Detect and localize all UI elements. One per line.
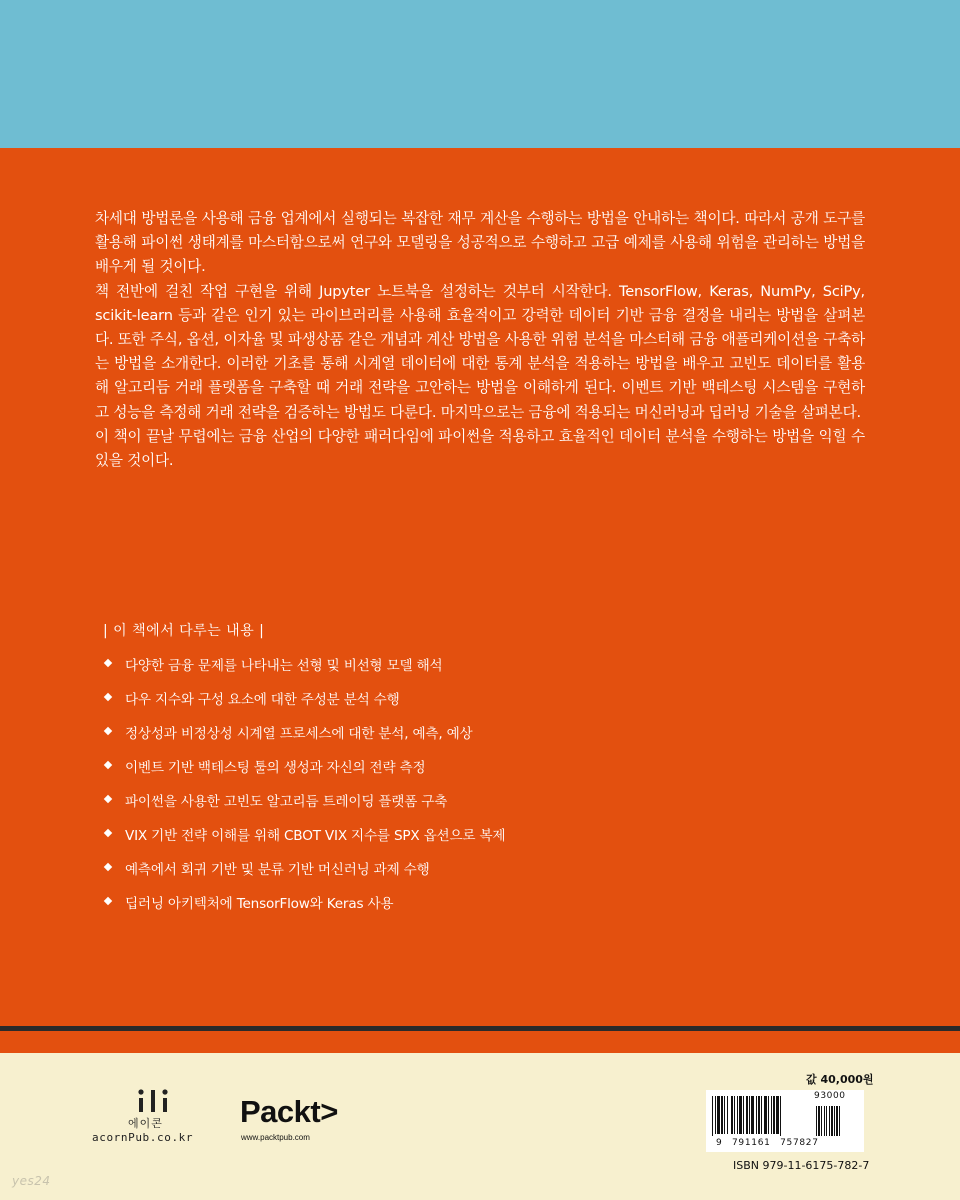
toc-item-text: 다양한 금융 문제를 나타내는 선형 및 비선형 모델 해석: [125, 658, 443, 674]
book-description: [95, 207, 865, 473]
orange-strip: [0, 1031, 960, 1053]
toc-item: [103, 654, 505, 688]
acorn-logo: [92, 1088, 212, 1148]
top-color-band: [0, 0, 960, 148]
toc-heading: | 이 책에서 다루는 내용 |: [103, 623, 265, 639]
diamond-bullet-icon: [104, 693, 112, 701]
toc-item-text: VIX 기반 전략 이해를 위해 CBOT VIX 지수를 SPX 옵션으로 복제: [125, 828, 506, 844]
toc-item-text: 파이썬을 사용한 고빈도 알고리듬 트레이딩 플랫폼 구축: [125, 794, 448, 810]
toc-item: [103, 858, 505, 892]
toc-item: [103, 756, 505, 790]
toc-item: [103, 824, 505, 858]
toc-item-text: 다우 지수와 구성 요소에 대한 주성분 분석 수행: [125, 692, 400, 708]
watermark: yes24: [12, 1174, 51, 1188]
acorn-name: 에이콘: [128, 1117, 163, 1130]
toc-item: [103, 688, 505, 722]
toc-item-text: 딥러닝 아키텍처에 TensorFlow와 Keras 사용: [125, 896, 394, 912]
diamond-bullet-icon: [104, 761, 112, 769]
toc-item: [103, 790, 505, 824]
description-paragraph: 차세대 방법론을 사용해 금융 업계에서 실행되는 복잡한 재무 계산을 수행하는 방법을 안내하는 책이다. 따라서 공개 도구를 활용해 파이썬 생태계를 마스터함으로써 연구와 모델링을 성공적으로 수행하고 고급 예제를 사용해 위험을 관리하는 방법을 배우게 될 것이다.: [95, 210, 865, 276]
diamond-bullet-icon: [104, 829, 112, 837]
toc-item: [103, 722, 505, 756]
toc-item-text: 정상성과 비정상성 시계열 프로세스에 대한 분석, 예측, 예상: [125, 726, 473, 742]
barcode-addon: 93000: [814, 1091, 846, 1101]
diamond-bullet-icon: [104, 795, 112, 803]
packt-wordmark: Packt>: [240, 1094, 338, 1129]
toc-item-text: 이벤트 기반 백테스팅 툴의 생성과 자신의 전략 측정: [125, 760, 426, 776]
isbn-number: ISBN 979-11-6175-782-7: [733, 1159, 870, 1172]
toc-list: [103, 654, 505, 926]
packt-url: www.packtpub.com: [241, 1133, 310, 1142]
diamond-bullet-icon: [104, 659, 112, 667]
acorn-url: acornPub.co.kr: [92, 1131, 194, 1144]
description-paragraph: 이 책이 끝날 무렵에는 금융 산업의 다양한 패러다임에 파이썬을 적용하고 효율적인 데이터 분석을 수행하는 방법을 익힐 수 있을 것이다.: [95, 427, 865, 470]
barcode-bars-icon: [708, 1096, 862, 1136]
barcode-digits: 9 791161 757827: [716, 1138, 819, 1148]
description-paragraph: 책 전반에 걸친 작업 구현을 위해 Jupyter 노트북을 설정하는 것부터 시작한다. TensorFlow, Keras, NumPy, SciPy, scikit-learn 등과 같은 인기 있는 라이브러리를 사용해 효율적이고 강력한 데이터 기반 금융 결정을 내리는 방법을 살펴본다. 또한 주식, 옵션, 이자율 및 파생상품 같은 개념과 계산 방법을 사용한 위험 분석을 마스터해 금융 애플리케이션을 구축하는 방법을 소개한다. 이러한 기초를 통해 시계열 데이터에 대한 통계 분석을 적용하는 방법을 배우고 고빈도 데이터를 활용해 알고리듬 거래 플랫폼을 구축할 때 거래 전략을 고안하는 방법을 이해하게 된다. 이벤트 기반 백테스팅 시스템을 구현하고 성능을 측정해 거래 전략을 검증하는 방법도 다룬다. 마지막으로는 금융에 적용되는 머신러닝과 딥러닝 기술을 살펴본다.: [95, 282, 865, 421]
packt-logo: [240, 1094, 340, 1146]
price-label: 값 40,000원: [806, 1073, 874, 1086]
diamond-bullet-icon: [104, 863, 112, 871]
toc-item: [103, 892, 505, 926]
acorn-mark-icon: [136, 1088, 170, 1114]
barcode: [706, 1090, 864, 1152]
toc-item-text: 예측에서 회귀 기반 및 분류 기반 머신러닝 과제 수행: [125, 862, 430, 878]
diamond-bullet-icon: [104, 727, 112, 735]
diamond-bullet-icon: [104, 897, 112, 905]
